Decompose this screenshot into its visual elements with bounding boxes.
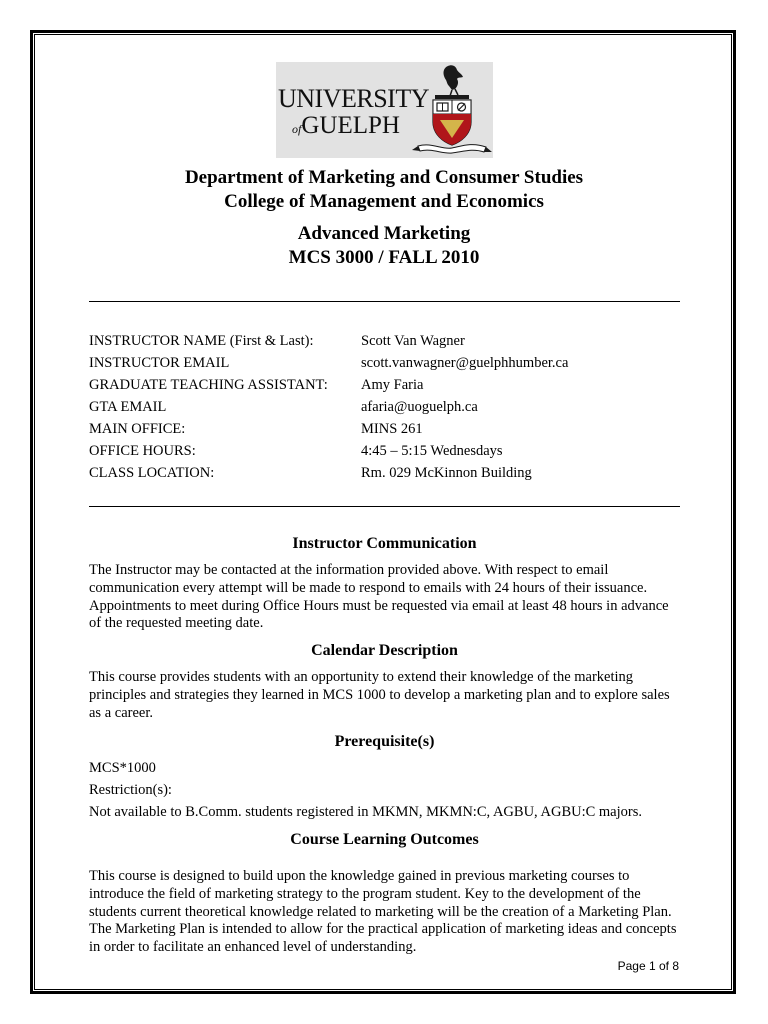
page-number: Page 1 of 8 [617,959,679,973]
info-value: 4:45 – 5:15 Wednesdays [361,443,503,459]
info-row [89,374,568,396]
info-row [89,396,568,418]
logo-line-guelph [292,113,413,138]
info-row [89,462,568,484]
info-value: Scott Van Wagner [361,333,465,349]
info-value: MINS 261 [361,421,423,437]
divider-bottom [89,506,680,507]
communication-paragraph: The Instructor may be contacted at the information provided above. With respect to email communication every attempt will be made to respond to emails with 24 hours of their issuance. Appointments to meet during Office Hours must be requested via email at least 48 hours in advance of the requested meeting date. [89,562,669,632]
info-label: CLASS LOCATION: [89,465,215,481]
info-label: OFFICE HOURS: [89,443,196,459]
prerequisite-course: MCS*1000 [89,760,156,776]
info-label: GRADUATE TEACHING ASSISTANT: [89,377,328,393]
info-label: INSTRUCTOR NAME (First & Last): [89,333,314,349]
department-name: Department of Marketing and Consumer Studies [184,167,584,188]
info-row [89,440,568,462]
university-crest-icon [402,62,494,158]
info-value: scott.vanwagner@guelphhumber.ca [361,355,569,371]
department-heading [88,166,680,214]
section-title-calendar: Calendar Description [311,642,458,659]
info-row [89,418,568,440]
section-title-outcomes: Course Learning Outcomes [290,831,479,848]
info-label: INSTRUCTOR EMAIL [89,355,230,371]
section-title-communication: Instructor Communication [292,535,477,552]
calendar-paragraph: This course provides students with an opportunity to extend their knowledge of the marketing principles and strategies they learned in MCS 1000 to develop a marketing plan and to explore sales as a career. [89,669,670,721]
logo-wordmark [278,84,429,139]
section-title-prerequisites: Prerequisite(s) [334,733,435,750]
outcomes-paragraph: This course is designed to build upon the knowledge gained in previous marketing courses to introduce the field of marketing strategy to the program student. Key to the development of the students current theoretical knowledge related to marketing will be the creation of a Marketing Plan. The Marketing Plan is intended to allow for the practical application of marketing ideas and concepts in order to facilitate an enhanced level of understanding. [89,868,677,956]
instructor-info-table [89,330,568,484]
logo-of: of [292,122,302,136]
restrictions-label: Restriction(s): [89,782,172,798]
info-label: GTA EMAIL [89,399,167,415]
college-name: College of Management and Economics [224,191,544,212]
course-title: Advanced Marketing [297,223,471,244]
info-row [89,330,568,352]
logo-guelph-text: GUELPH [301,112,400,139]
logo-line-university: UNIVERSITY [278,84,429,113]
course-heading [88,222,680,270]
info-value: afaria@uoguelph.ca [361,399,478,415]
info-row [89,352,568,374]
divider-top [89,301,680,302]
university-logo [276,62,493,158]
info-value: Rm. 029 McKinnon Building [361,465,532,481]
info-label: MAIN OFFICE: [89,421,186,437]
course-code: MCS 3000 / FALL 2010 [288,247,480,268]
info-value: Amy Faria [361,377,424,393]
restrictions-text: Not available to B.Comm. students registered in MKMN, MKMN:C, AGBU, AGBU:C majors. [89,804,642,820]
